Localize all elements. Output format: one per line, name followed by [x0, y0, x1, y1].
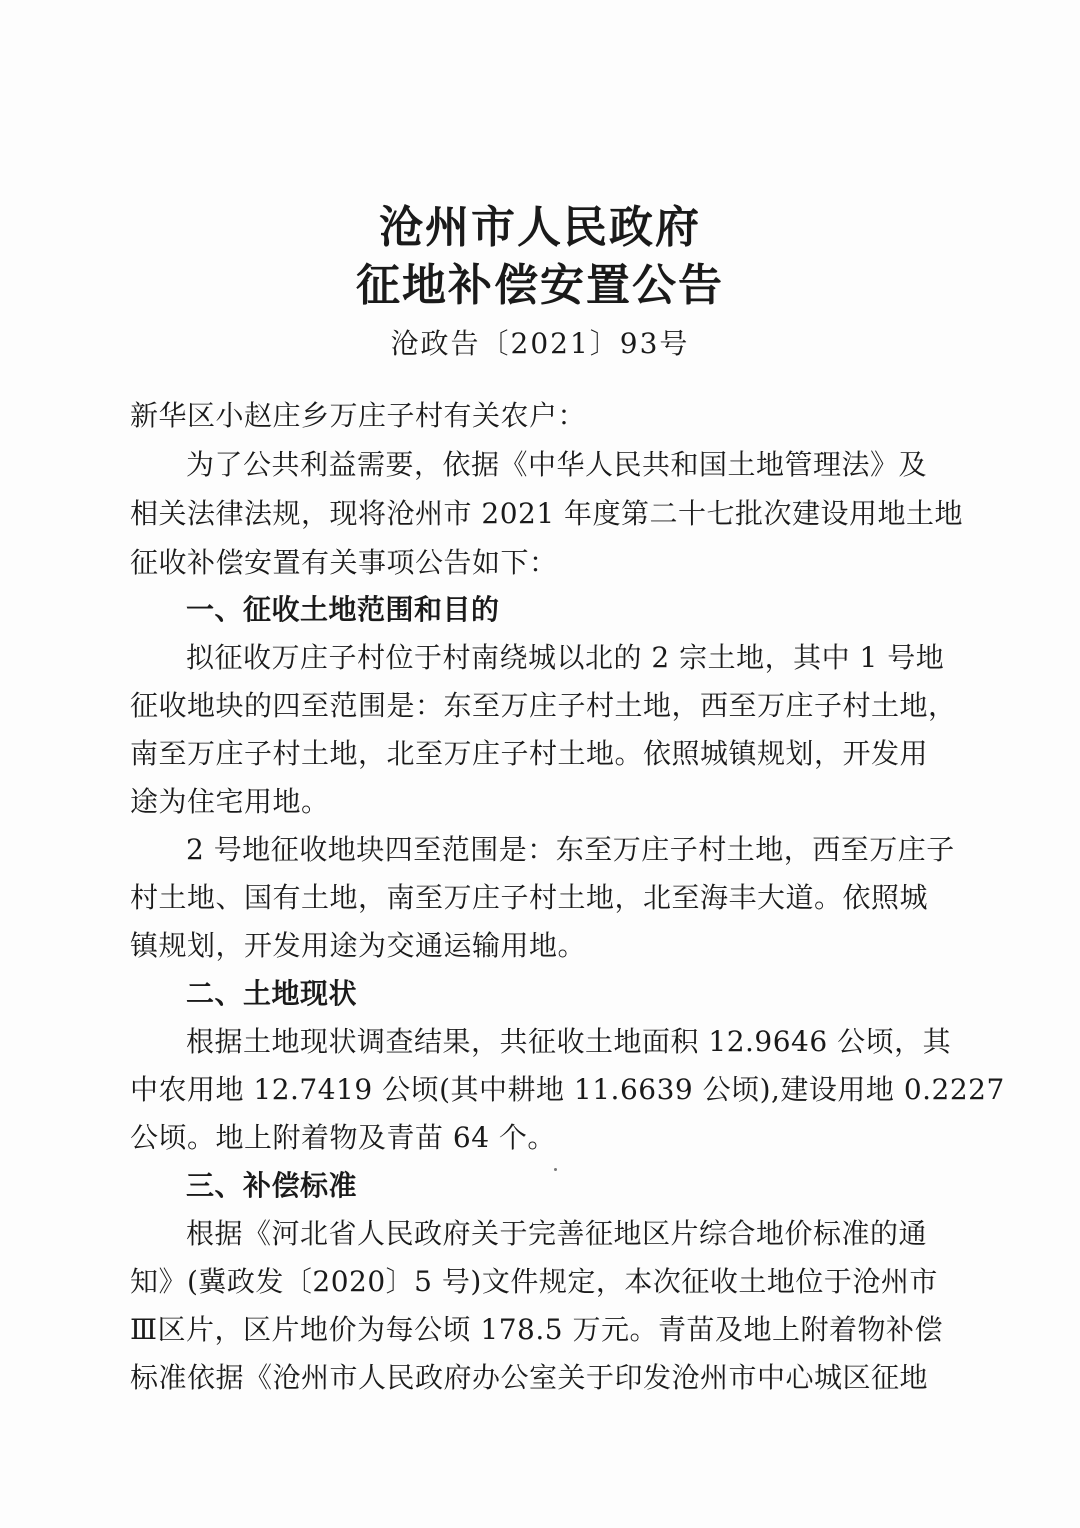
paragraph-line: 途为住宅用地。 [130, 785, 330, 818]
document-title-line2: 征地补偿安置公告 [356, 260, 724, 311]
paragraph-line: 镇规划，开发用途为交通运输用地。 [130, 929, 587, 962]
paragraph-line: 根据土地现状调查结果，共征收土地面积 12.9646 公顷，其 [186, 1025, 952, 1058]
paragraph-line: 征收地块的四至范围是：东至万庄子村土地，西至万庄子村土地， [130, 689, 957, 722]
scan-speck [554, 1168, 557, 1171]
paragraph-line: 标准依据《沧州市人民政府办公室关于印发沧州市中心城区征地 [130, 1361, 929, 1394]
paragraph-line: 南至万庄子村土地，北至万庄子村土地。依照城镇规划，开发用 [130, 737, 929, 770]
paragraph-line: Ⅲ区片，区片地价为每公顷 178.5 万元。青苗及地上附着物补偿 [130, 1313, 943, 1346]
paragraph-line: 相关法律法规，现将沧州市 2021 年度第二十七批次建设用地土地 [130, 497, 964, 530]
addressee: 新华区小赵庄乡万庄子村有关农户： [130, 399, 587, 432]
paragraph-line: 中农用地 12.7419 公顷(其中耕地 11.6639 公顷),建设用地 0.2227 [130, 1073, 1005, 1106]
paragraph-line: 公顷。地上附着物及青苗 64 个。 [130, 1121, 556, 1154]
paragraph-line: 根据《河北省人民政府关于完善征地区片综合地价标准的通 [186, 1217, 928, 1250]
paragraph-line: 村土地、国有土地，南至万庄子村土地，北至海丰大道。依照城 [130, 881, 929, 914]
paragraph-line: 知》(冀政发〔2020〕5 号)文件规定，本次征收土地位于沧州市 [130, 1265, 938, 1298]
section-heading: 二、土地现状 [186, 977, 358, 1010]
paragraph-line: 为了公共利益需要，依据《中华人民共和国土地管理法》及 [186, 448, 928, 481]
document-title-line1: 沧州市人民政府 [379, 202, 701, 253]
document-number: 沧政告〔2021〕93号 [390, 327, 690, 360]
section-heading: 一、征收土地范围和目的 [186, 593, 500, 626]
paragraph-line: 2 号地征收地块四至范围是：东至万庄子村土地，西至万庄子 [186, 833, 955, 866]
section-heading: 三、补偿标准 [186, 1169, 358, 1202]
paragraph-line: 征收补偿安置有关事项公告如下： [130, 546, 558, 579]
paragraph-line: 拟征收万庄子村位于村南绕城以北的 2 宗土地，其中 1 号地 [186, 641, 945, 674]
